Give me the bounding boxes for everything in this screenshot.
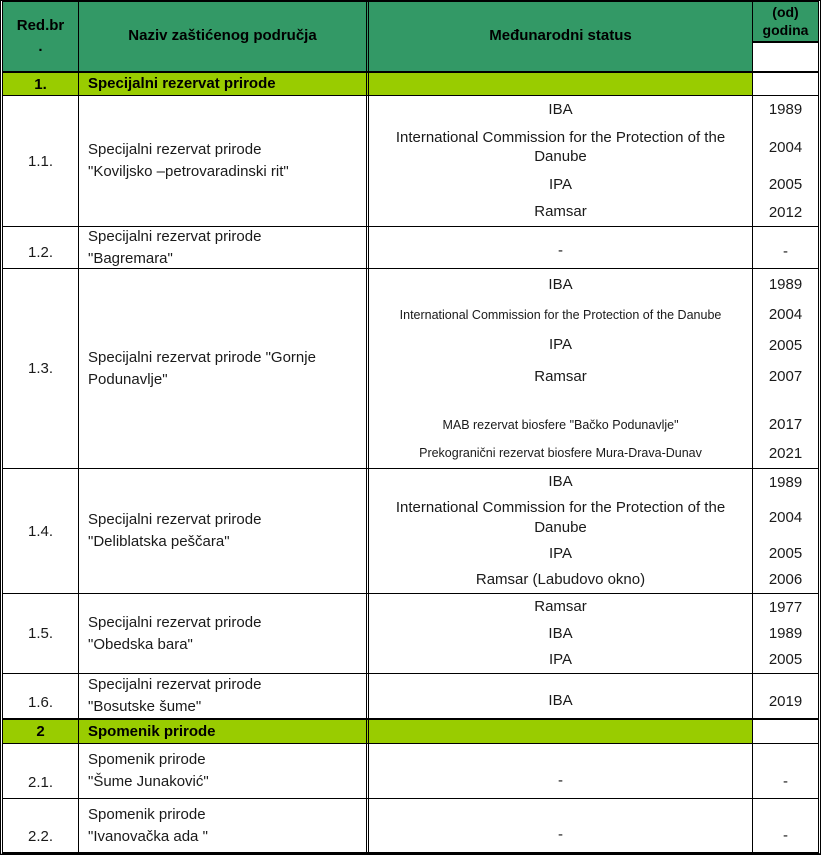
area-name-line1: Specijalni rezervat prirode bbox=[88, 613, 262, 631]
status-label: IBA bbox=[548, 473, 573, 491]
status-label: International Commission for the Protection of the Danube bbox=[395, 128, 726, 166]
section-year-cell bbox=[752, 720, 818, 743]
status-row bbox=[369, 620, 818, 646]
status-block bbox=[366, 799, 818, 852]
status-row bbox=[369, 124, 818, 171]
area-name bbox=[78, 744, 366, 798]
table-body bbox=[3, 72, 818, 852]
section-row bbox=[3, 72, 818, 96]
area-name-line2: "Bagremara" bbox=[88, 249, 173, 267]
status-label: Ramsar bbox=[534, 367, 587, 385]
header-redbr bbox=[3, 2, 78, 71]
status-row bbox=[369, 392, 818, 410]
status-year: - bbox=[752, 799, 818, 852]
area-name bbox=[78, 227, 366, 268]
status-year bbox=[752, 392, 818, 410]
status-year: 1989 bbox=[752, 269, 818, 300]
status-row bbox=[369, 674, 818, 718]
area-name-line2: "Ivanovačka ada " bbox=[88, 827, 208, 845]
area-name-line1: Spomenik prirode bbox=[88, 805, 206, 823]
header-redbr-line2: . bbox=[38, 37, 43, 55]
status-block bbox=[366, 469, 818, 593]
status-year: 2019 bbox=[752, 674, 818, 718]
section-number: 2 bbox=[3, 720, 78, 743]
status-row bbox=[369, 567, 818, 593]
status-block bbox=[366, 96, 818, 226]
status-row bbox=[369, 171, 818, 199]
area-name-line1: Spomenik prirode bbox=[88, 751, 206, 769]
area-name-line2: Podunavlje" bbox=[88, 370, 168, 388]
status-row bbox=[369, 647, 818, 673]
status-label: Ramsar bbox=[534, 203, 587, 221]
section-title: Spomenik prirode bbox=[78, 720, 366, 743]
header-status: Međunarodni status bbox=[366, 2, 752, 71]
header-naziv: Naziv zaštićenog područja bbox=[78, 2, 366, 71]
status-row bbox=[369, 469, 818, 495]
status-label: Ramsar bbox=[534, 598, 587, 616]
row-number: 2.2. bbox=[27, 828, 54, 845]
row-number: 1.2. bbox=[27, 244, 54, 261]
status-block bbox=[366, 227, 818, 268]
area-name-line2: "Obedska bara" bbox=[88, 635, 193, 653]
status-year: 2004 bbox=[752, 495, 818, 541]
status-year: 1989 bbox=[752, 469, 818, 495]
header-godina-line1: (od) bbox=[772, 4, 799, 20]
status-block bbox=[366, 269, 818, 468]
row-number: 1.1. bbox=[27, 152, 54, 170]
area-name-line2: "Bosutske šume" bbox=[88, 698, 202, 715]
table-row bbox=[3, 269, 818, 469]
status-label: IPA bbox=[548, 545, 573, 563]
status-label: - bbox=[558, 771, 563, 789]
status-row bbox=[369, 96, 818, 124]
status-row bbox=[369, 361, 818, 392]
row-number: 1.4. bbox=[27, 522, 54, 540]
status-label: International Commission for the Protection of the Danube bbox=[399, 307, 722, 322]
area-name bbox=[78, 269, 366, 468]
status-row bbox=[369, 594, 818, 620]
status-row bbox=[369, 227, 818, 268]
header-redbr-line1: Red.br bbox=[16, 17, 65, 35]
area-name-line1: Specijalni rezervat prirode "Gornje bbox=[88, 348, 316, 366]
table-header bbox=[3, 2, 818, 72]
status-row bbox=[369, 495, 818, 541]
area-name-line2: "Deliblatska peščara" bbox=[88, 533, 230, 550]
status-label: Ramsar (Labudovo okno) bbox=[475, 571, 646, 589]
status-label: IBA bbox=[548, 101, 573, 119]
status-block bbox=[366, 594, 818, 673]
header-godina-column bbox=[752, 2, 818, 71]
status-row bbox=[369, 410, 818, 439]
section-number: 1. bbox=[3, 73, 78, 95]
header-godina-empty-cell bbox=[753, 43, 818, 71]
status-label: IPA bbox=[548, 175, 573, 193]
area-name bbox=[78, 799, 366, 852]
status-year: 2017 bbox=[752, 410, 818, 439]
status-label: International Commission for the Protection of the Danube bbox=[395, 499, 726, 536]
row-number: 1.5. bbox=[27, 625, 54, 642]
table-row bbox=[3, 227, 818, 269]
table-row bbox=[3, 594, 818, 674]
row-number: 2.1. bbox=[27, 774, 54, 791]
table-row bbox=[3, 674, 818, 719]
table-row bbox=[3, 744, 818, 799]
section-title: Specijalni rezervat prirode bbox=[78, 73, 366, 95]
status-year: 2005 bbox=[752, 541, 818, 567]
status-label: IPA bbox=[548, 651, 573, 669]
status-label: MAB rezervat biosfere "Bačko Podunavlje" bbox=[442, 417, 679, 432]
status-label: IBA bbox=[548, 275, 573, 293]
header-godina-line2: godina bbox=[762, 21, 809, 38]
status-year: 1989 bbox=[752, 620, 818, 646]
status-year: 2005 bbox=[752, 329, 818, 360]
status-row bbox=[369, 541, 818, 567]
status-label: IPA bbox=[548, 336, 573, 354]
section-status-cell bbox=[366, 73, 752, 95]
header-godina bbox=[753, 2, 818, 43]
status-year: 1989 bbox=[752, 96, 818, 124]
table-row bbox=[3, 96, 818, 227]
area-name bbox=[78, 469, 366, 593]
status-row bbox=[369, 744, 818, 798]
status-year: 2021 bbox=[752, 439, 818, 468]
status-year: 2004 bbox=[752, 124, 818, 171]
area-name-line1: Specijalni rezervat prirode bbox=[88, 676, 262, 694]
row-number: 1.6. bbox=[27, 694, 54, 711]
status-year: 2012 bbox=[752, 198, 818, 226]
status-row bbox=[369, 799, 818, 852]
status-year: 2007 bbox=[752, 361, 818, 392]
status-block bbox=[366, 674, 818, 718]
status-label: IBA bbox=[548, 691, 573, 709]
area-name-line1: Specijalni rezervat prirode bbox=[88, 511, 262, 529]
area-name bbox=[78, 594, 366, 673]
row-number: 1.3. bbox=[27, 360, 54, 377]
status-year: 2005 bbox=[752, 647, 818, 673]
status-block bbox=[366, 744, 818, 798]
area-name-line1: Specijalni rezervat prirode bbox=[88, 141, 262, 159]
status-year: 2005 bbox=[752, 171, 818, 199]
status-label: Prekogranični rezervat biosfere Mura-Drava-Dunav bbox=[419, 446, 702, 461]
status-row bbox=[369, 329, 818, 360]
status-label: IBA bbox=[548, 624, 573, 642]
section-status-cell bbox=[366, 720, 752, 743]
table-row bbox=[3, 799, 818, 852]
area-name-line1: Specijalni rezervat prirode bbox=[88, 227, 262, 245]
status-row bbox=[369, 439, 818, 468]
section-row bbox=[3, 719, 818, 744]
status-label: - bbox=[558, 825, 563, 843]
status-label bbox=[369, 392, 752, 410]
status-year: - bbox=[752, 744, 818, 798]
area-name-line2: "Koviljsko –petrovaradinski rit" bbox=[88, 163, 289, 180]
table-row bbox=[3, 469, 818, 594]
status-label: - bbox=[558, 241, 563, 259]
area-name-line2: "Šume Junaković" bbox=[88, 773, 209, 790]
status-year: 2004 bbox=[752, 300, 818, 329]
status-year: - bbox=[752, 227, 818, 268]
status-year: 2006 bbox=[752, 567, 818, 593]
status-year: 1977 bbox=[752, 594, 818, 620]
status-row bbox=[369, 269, 818, 300]
section-year-cell bbox=[752, 73, 818, 95]
area-name bbox=[78, 96, 366, 226]
status-row bbox=[369, 198, 818, 226]
status-row bbox=[369, 300, 818, 329]
area-name bbox=[78, 674, 366, 718]
